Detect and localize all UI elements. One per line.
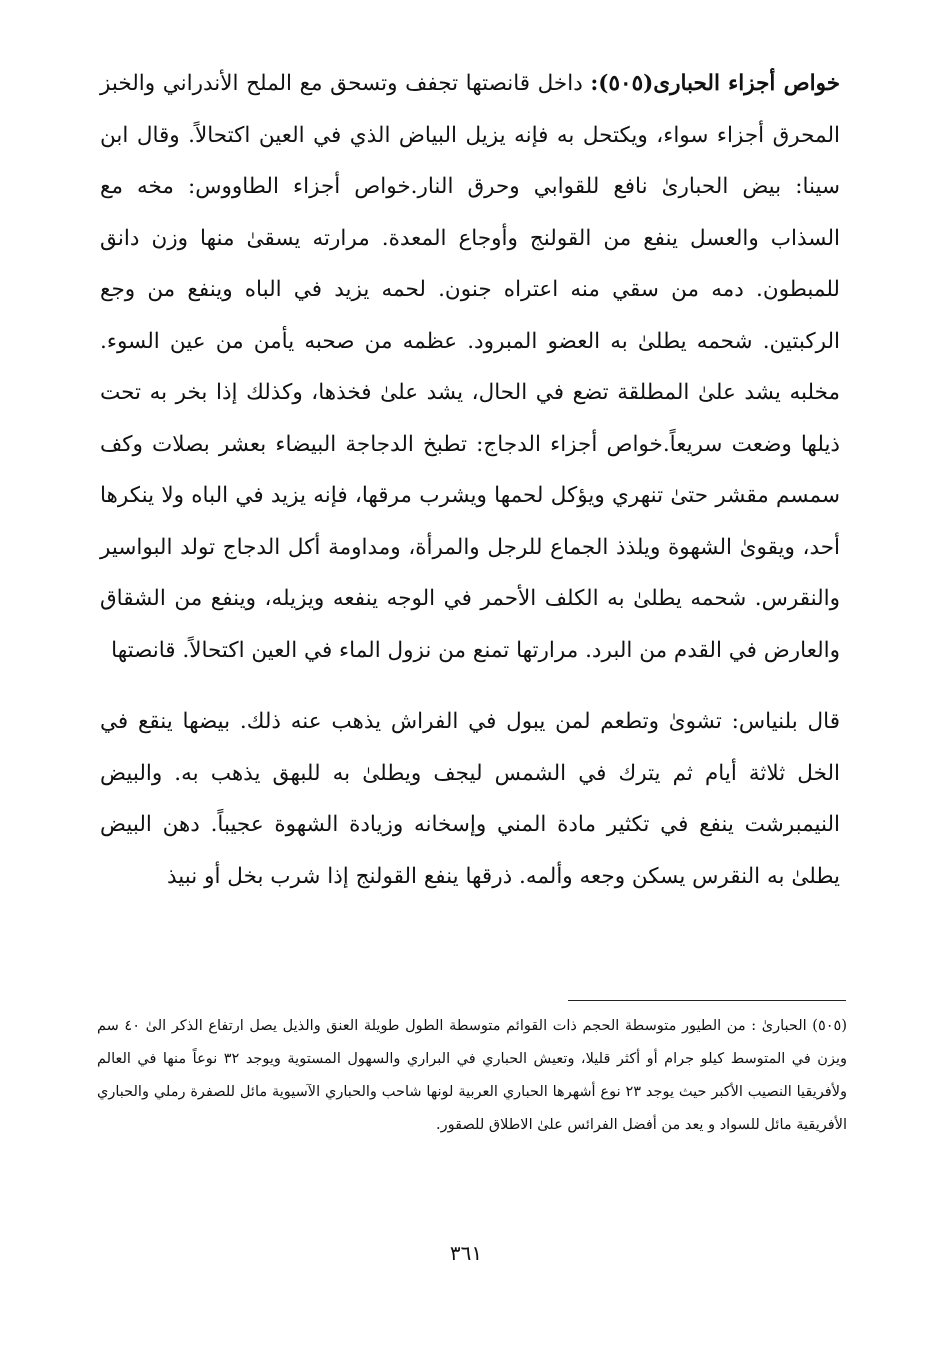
footnotes — [97, 1010, 847, 1142]
footnote-divider — [568, 1000, 846, 1001]
paragraph-body: داخل قانصتها تجفف وتسحق مع الملح الأندراني والخبز المحرق أجزاء سواء، ويكتحل به فإنه يزيل البياض الذي في العين اكتحالاً. وقال ابن سينا: بيض الحبارىٰ نافع للقوابي وحرق النار.خواص أجزاء الطاووس: مخه مع السذاب والعسل ينفع من القولنج وأوجاع المعدة. مرارته يسقىٰ منها وزن دانق للمبطون. دمه من سقي منه اعتراه جنون. لحمه يزيد في الباه وينفع من وجع الركبتين. شحمه يطلىٰ به العضو المبرود. عظمه من صحبه يأمن من عين السوء. مخلبه يشد علىٰ المطلقة تضع في الحال، يشد علىٰ فخذها، وكذلك إذا بخر به تحت ذيلها وضعت سريعاً.خواص أجزاء الدجاج: تطبخ الدجاجة البيضاء بعشر بصلات وكف سمسم مقشر حتىٰ تنهري ويؤكل لحمها ويشرب مرقها، فإنه يزيد في الباه ولا ينكرها أحد، ويقوىٰ الشهوة ويلذذ الجماع للرجل والمرأة، ومداومة أكل الدجاج تولد البواسير والنقرس. شحمه يطلىٰ به الكلف الأحمر في الوجه ينفعه ويزيله، وينفع من الشقاق والعارض في القدم من البرد. مرارتها تمنع من نزول الماء في العين اكتحالاً. قانصتها — [100, 71, 840, 663]
paragraph-1 — [100, 58, 840, 676]
section-heading-lead: خواص أجزاء الحبارى(٥٠٥): — [590, 71, 840, 96]
main-text — [100, 58, 840, 902]
footnote-505: (٥٠٥) الحبارىٰ : من الطيور متوسطة الحجم ذات القوائم متوسطة الطول طويلة العنق والذيل يصل ارتفاع الذكر الىٰ ٤٠ سم ويزن في المتوسط كيلو جرام أو أكثر قليلا، وتعيش الحباري في البراري والسهول المستوية ويوجد ٣٢ نوعاً منها في العالم ولأفريقيا النصيب الأكبر حيث يوجد ٢٣ نوع أشهرها الحباري العربية لونها شاحب والحباري الآسيوية مائل للصفرة رملي والحباري الأفريقية مائل للسواد و يعد من أفضل الفرائس علىٰ الاطلاق للصقور. — [97, 1018, 847, 1133]
page-number: ٣٦١ — [449, 1241, 483, 1265]
paragraph-body: قال بلنياس: تشوىٰ وتطعم لمن يبول في الفراش يذهب عنه ذلك. بيضها ينقع في الخل ثلاثة أيام ثم يترك في الشمس ليجف ويطلىٰ به للبهق يذهب به. والبيض النيمبرشت ينفع في تكثير مادة المني وإسخانه وزيادة الشهوة عجيباً. دهن البيض يطلىٰ به النقرس يسكن وجعه وألمه. ذرقها ينفع القولنج إذا شرب بخل أو نبيذ — [100, 709, 840, 889]
paragraph-2 — [100, 696, 840, 902]
